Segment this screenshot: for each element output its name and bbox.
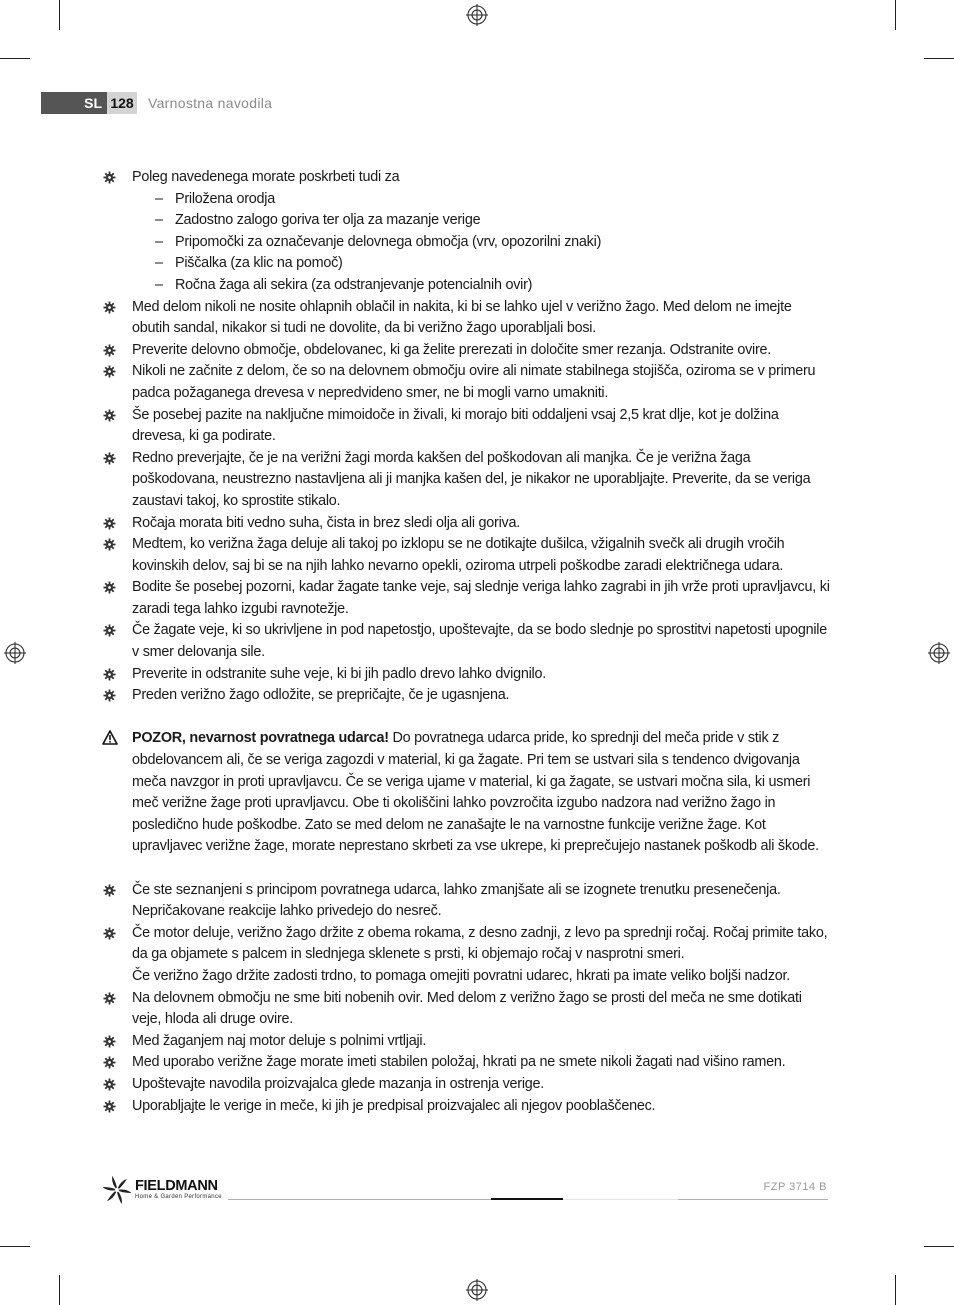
gear-bullet-icon	[103, 581, 116, 594]
list-item: Med žaganjem naj motor deluje s polnimi vrtljaji.	[103, 1031, 833, 1053]
gear-bullet-icon	[103, 1035, 116, 1048]
registration-mark-icon	[928, 642, 950, 664]
list-item: Poleg navedenega morate poskrbeti tudi za	[103, 167, 833, 189]
footer-rule	[678, 1199, 828, 1200]
list-item: Med uporabo verižne žage morate imeti stabilen položaj, hkrati pa ne smete nikoli žagati nad višino ramen.	[103, 1052, 833, 1074]
gear-bullet-icon	[103, 409, 116, 422]
crop-mark	[924, 58, 954, 59]
list-item: Preden verižno žago odložite, se prepričajte, če je ugasnjena.	[103, 685, 833, 707]
gear-bullet-icon	[103, 1078, 116, 1091]
gear-bullet-icon	[103, 1100, 116, 1113]
crop-mark	[0, 58, 30, 59]
sub-list-item: – Zadostno zalogo goriva ter olja za mazanje verige	[155, 212, 481, 229]
gear-bullet-icon	[103, 624, 116, 637]
crop-mark	[895, 1275, 896, 1305]
crop-mark	[924, 1246, 954, 1247]
list-item: Redno preverjajte, če je na verižni žagi morda kakšen del poškodovan ali manjka. Če je verižna žaga poškodovana, neustrezno nastavljena ali ji manjka kašen del, je nikakor ne uporabljajte. Preverite, da se veriga zaustavi takoj, ko sprostite stikalo.	[103, 448, 833, 513]
footer-rule	[563, 1199, 678, 1200]
gear-bullet-icon	[103, 344, 116, 357]
list-item: Preverite in odstranite suhe veje, ki bi jih padlo drevo lahko dvignilo.	[103, 664, 833, 686]
list-item: Če žagate veje, ki so ukrivljene in pod napetostjo, upoštevajte, da se bodo slednje po sprostitvi napetosti upognile v smer delovanja sile.	[103, 620, 833, 663]
list-item: Preverite delovno območje, obdelovanec, ki ga želite prerezati in določite smer rezanja. Odstranite ovire.	[103, 340, 833, 362]
gear-bullet-icon	[103, 668, 116, 681]
gear-bullet-icon	[103, 171, 116, 184]
gear-bullet-icon	[103, 992, 116, 1005]
registration-mark-icon	[466, 1279, 488, 1301]
list-item: Ročaja morata biti vedno suha, čista in brez sledi olja ali goriva.	[103, 513, 833, 535]
gear-bullet-icon	[103, 365, 116, 378]
crop-mark	[0, 1246, 30, 1247]
sub-list-item: – Priložena orodja	[155, 190, 275, 207]
kickback-warning	[103, 728, 833, 858]
gear-bullet-icon	[103, 301, 116, 314]
list-item: Medtem, ko verižna žaga deluje ali takoj po izklopu se ne dotikajte dušilca, vžigalnih svečk ali drugih vročih kovinskih delov, saj bi se na njih lahko nevarno opekli, oziroma utrpeli poškodbe zaradi električnega udara.	[103, 534, 833, 577]
registration-mark-icon	[4, 642, 26, 664]
warning-triangle-icon	[102, 730, 118, 745]
gear-bullet-icon	[103, 689, 116, 702]
warning-text: Do povratnega udarca pride, ko sprednji del meča pride v stik z obdelovancem ali, če se veriga zagozdi v material, ki ga žagate. Pri tem se ustvari sila s tendenco dvigovanja meča navzgor in proti upravljavcu. Če se veriga ujame v material, ki ga žagate, se ustvari močna sila, ki usmeri meč verižne žage proti upravljavcu. Obe ti okoliščini lahko povzročita izgubo nadzora nad verižno žago in posledično hude poškodbe. Zato se med delom ne zanašajte le na varnostne funkcije verižne žage. Kot upravljavec verižne žage, morate neprestano skrbeti za vse ukrepe, ki preprečujejo nastanek poškodb ali škode.	[132, 730, 819, 855]
fan-logo-icon	[103, 1176, 131, 1204]
footer-rule	[228, 1199, 491, 1200]
crop-mark	[895, 0, 896, 30]
main-content	[103, 167, 833, 1117]
gear-bullet-icon	[103, 884, 116, 897]
warning-title: POZOR, nevarnost povratnega udarca!	[132, 730, 389, 747]
brand-logo	[103, 1176, 222, 1204]
brand-name: FIELDMANN	[135, 1178, 218, 1194]
model-number: FZP 3714 B	[763, 1181, 827, 1193]
list-item: Če ste seznanjeni s principom povratnega udarca, lahko zmanjšate ali se izognete trenutku presenečenja. Nepričakovane reakcije lahko privedejo do nesreč.	[103, 880, 833, 923]
list-item: Med delom nikoli ne nosite ohlapnih oblačil in nakita, ki bi se lahko ujel v verižno žago. Med delom ne imejte obutih sandal, nikakor si tudi ne dovolite, da bi verižno žago uporabljali bosi.	[103, 297, 833, 340]
gear-bullet-icon	[103, 927, 116, 940]
gear-bullet-icon	[103, 1056, 116, 1069]
list-item: Če motor deluje, verižno žago držite z obema rokama, z desno zadnji, z levo pa sprednji ročaj. Ročaj primite tako, da ga objamete s palcem in slednjega sklenete s prsti, ki objemajo ročaj v nasprotni smeri. Če verižno žago držite zadosti trdno, to pomaga omejiti povratni udarec, hkrati pa imate veliko boljši nadzor.	[103, 923, 833, 988]
sub-list-item: – Ročna žaga ali sekira (za odstranjevanje potencialnih ovir)	[155, 276, 533, 293]
list-item: Bodite še posebej pozorni, kadar žagate tanke veje, saj slednje veriga lahko zagrabi in jih vrže proti upravljavcu, ki zaradi tega lahko izgubi ravnotežje.	[103, 577, 833, 620]
gear-bullet-icon	[103, 517, 116, 530]
list-item: Nikoli ne začnite z delom, če so na delovnem območju ovire ali nimate stabilnega stojišča, oziroma se v primeru padca požaganega drevesa v nepredvideno smer, ne bi mogli varno umakniti.	[103, 361, 833, 404]
sub-list-item: – Piščalka (za klic na pomoč)	[155, 255, 343, 272]
gear-bullet-icon	[103, 538, 116, 551]
registration-mark-icon	[466, 4, 488, 26]
list-item: Na delovnem območju ne sme biti nobenih ovir. Med delom z verižno žago se prosti del meča ne sme dotikati veje, hloda ali druge ovire.	[103, 988, 833, 1031]
crop-mark	[59, 0, 60, 30]
list-item: Uporabljajte le verige in meče, ki jih je predpisal proizvajalec ali njegov pooblaščenec.	[103, 1096, 833, 1118]
brand-tagline: Home & Garden Performance	[135, 1194, 222, 1200]
page-header	[41, 92, 272, 114]
language-code: SL	[41, 92, 107, 114]
section-title: Varnostna navodila	[148, 95, 273, 111]
crop-mark	[59, 1275, 60, 1305]
sub-list-item: – Pripomočki za označevanje delovnega območja (vrv, opozorilni znaki)	[155, 233, 602, 250]
footer-rule	[491, 1198, 563, 1200]
list-item: Še posebej pazite na naključne mimoidoče in živali, ki morajo biti oddaljeni vsaj 2,5 krat dlje, kot je dolžina drevesa, ki ga podirate.	[103, 405, 833, 448]
gear-bullet-icon	[103, 452, 116, 465]
list-item: Upoštevajte navodila proizvajalca glede mazanja in ostrenja verige.	[103, 1074, 833, 1096]
page-number: 128	[107, 92, 137, 114]
